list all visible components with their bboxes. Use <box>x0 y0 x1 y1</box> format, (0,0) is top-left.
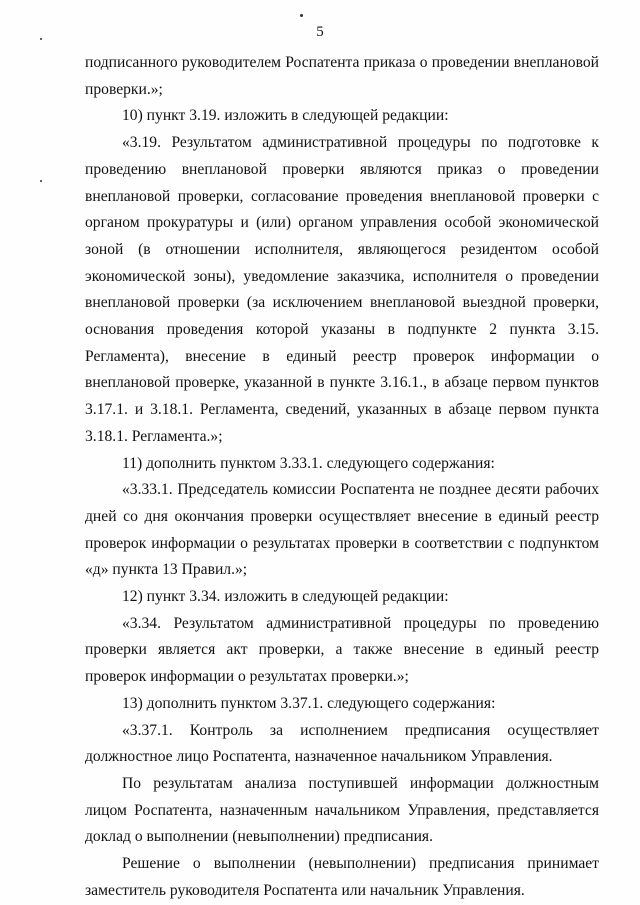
paragraph-item-10: 10) пункт 3.19. изложить в следующей редакции: <box>122 107 449 125</box>
scan-speck <box>40 38 42 40</box>
paragraph-item-12: 12) пункт 3.34. изложить в следующей редакции: <box>122 588 449 606</box>
paragraph-item-11: 11) дополнить пунктом 3.33.1. следующего содержания: <box>122 454 495 472</box>
scan-speck <box>300 14 303 17</box>
paragraph-decision: Решение о выполнении (невыполнении) предписания принимает заместитель руководителя Роспатента или начальник Управления. <box>85 855 599 899</box>
page-number: 5 <box>316 24 324 40</box>
scan-speck <box>40 180 42 182</box>
paragraph-item-13: 13) дополнить пунктом 3.37.1. следующего содержания: <box>122 694 496 712</box>
paragraph-3-37-1: «3.37.1. Контроль за исполнением предписания осуществляет должностное лицо Роспатента, назначенное начальником Управления. <box>85 721 599 766</box>
paragraph-3-34: «3.34. Результатом административной процедуры по проведению проверки является акт проверки, а также внесение в единый реестр проверок информации о результатах проверки.»; <box>85 614 599 686</box>
document-body <box>85 50 599 905</box>
paragraph-continuation: подписанного руководителем Роспатента приказа о проведении внеплановой проверки.»; <box>85 54 599 98</box>
paragraph-3-33-1: «3.33.1. Председатель комиссии Роспатента не позднее десяти рабочих дней со дня окончания проверки осуществляет внесение в единый реестр проверок информации о результатах проверки в соответствии с подпунктом «д» пункта 13 Правил.»; <box>85 481 599 579</box>
paragraph-analysis-report: По результатам анализа поступившей информации должностным лицом Роспатента, назначенным начальником Управления, представляется доклад о выполнении (невыполнении) предписания. <box>85 774 599 846</box>
paragraph-3-19: «3.19. Результатом административной процедуры по подготовке к проведению внеплановой проверки являются приказ о проведении внеплановой проверки, согласование проведения внеплановой проверки с органом прокуратуры и (или) органом управления особой экономической зоной (в отношении исполнителя, являющегося резидентом особой экономической зоны), уведомление заказчика, исполнителя о проведении внеплановой проверки (за исключением внеплановой выездной проверки, основания проведения которой указаны в подпункте 2 пункта 3.15. Регламента), внесение в единый реестр проверок информации о внеплановой проверке, указанной в пункте 3.16.1., в абзаце первом пунктов 3.17.1. и 3.18.1. Регламента, сведений, указанных в абзаце первом пункта 3.18.1. Регламента.»; <box>85 134 599 445</box>
